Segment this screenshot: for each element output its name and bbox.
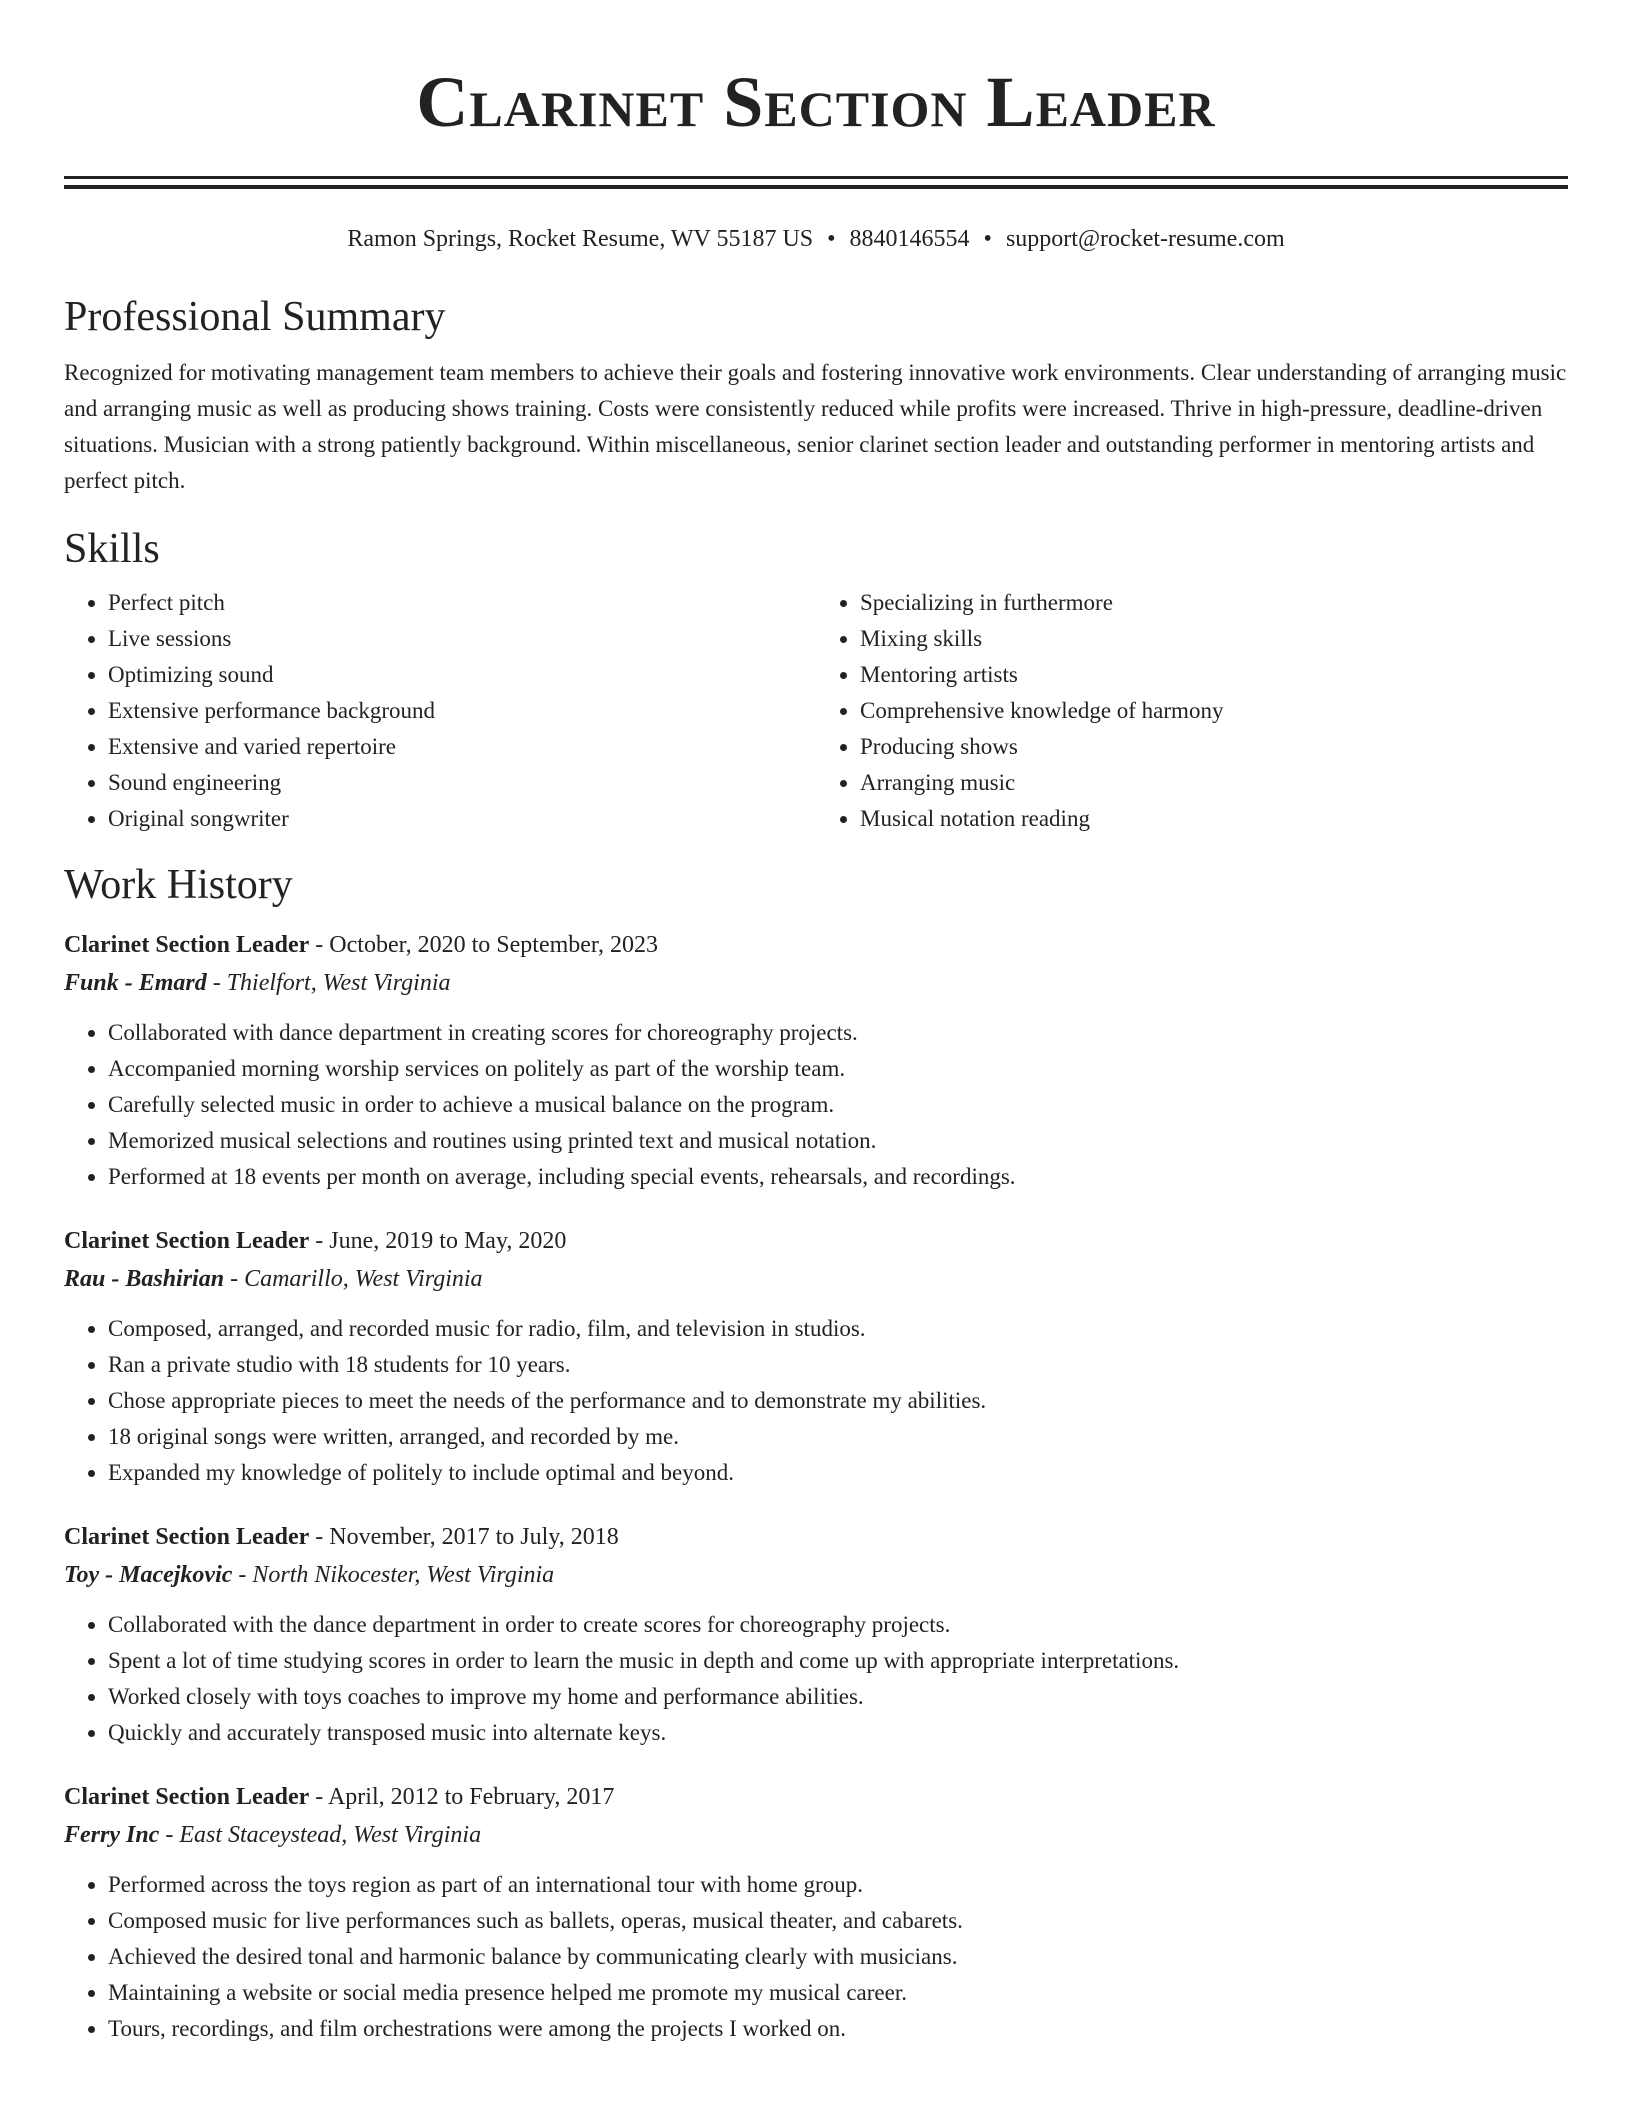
skills-section (64, 523, 1568, 837)
company-name: Ferry Inc (64, 1822, 160, 1848)
company-line (64, 1259, 1568, 1299)
job-bullets (64, 1867, 1568, 2047)
job-bullet: • Spent a lot of time studying scores in order to learn the music in depth and come up with appropriate interpretations. (108, 1643, 1568, 1679)
job-entry (64, 1779, 1568, 2047)
job-bullets (64, 1015, 1568, 1195)
skills-heading: Skills (64, 526, 160, 572)
job-header (64, 1223, 1568, 1259)
job-bullet: • Collaborated with the dance department in order to create scores for choreography projects. (108, 1607, 1568, 1643)
work-history-heading: Work History (64, 862, 293, 908)
company-line (64, 963, 1568, 1003)
summary-text: Recognized for motivating management team members to achieve their goals and fostering innovative work environments. Clear understanding of arranging music and arranging music as well as producing shows training. Costs were consistently reduced while profits were increased. Thrive in high-pressure, deadline-driven situations. Musician with a strong patiently background. Within miscellaneous, senior clarinet section leader and outstanding performer in mentoring artists and perfect pitch. (64, 360, 1567, 493)
job-bullet: • Expanded my knowledge of politely to include optimal and beyond. (108, 1455, 1568, 1491)
job-bullet: • Performed at 18 events per month on average, including special events, rehearsals, and recordings. (108, 1159, 1568, 1195)
job-title: Clarinet Section Leader (64, 1784, 310, 1810)
job-bullet: • Composed, arranged, and recorded music for radio, film, and television in studios. (108, 1311, 1568, 1347)
skill-item: • Sound engineering (108, 765, 816, 801)
summary-section (64, 291, 1568, 499)
job-bullet: • Chose appropriate pieces to meet the needs of the performance and to demonstrate my abilities. (108, 1383, 1568, 1419)
company-location: - East Staceystead, West Virginia (159, 1822, 482, 1848)
company-name: Rau - Bashirian (64, 1266, 225, 1292)
resume-title: Clarinet Section Leader (416, 62, 1216, 142)
job-title: Clarinet Section Leader (64, 1524, 310, 1550)
job-bullet: • Memorized musical selections and routines using printed text and musical notation. (108, 1123, 1568, 1159)
company-name: Toy - Macejkovic (64, 1562, 233, 1588)
company-location: - Thielfort, West Virginia (206, 970, 451, 996)
job-bullet: • Performed across the toys region as part of an international tour with home group. (108, 1867, 1568, 1903)
company-line (64, 1815, 1568, 1855)
job-dates: - June, 2019 to May, 2020 (309, 1228, 567, 1254)
job-bullets (64, 1311, 1568, 1491)
job-bullet: • Accompanied morning worship services on politely as part of the worship team. (108, 1051, 1568, 1087)
job-bullet: • Quickly and accurately transposed music into alternate keys. (108, 1715, 1568, 1751)
skill-item: • Original songwriter (108, 801, 816, 837)
skill-item: • Extensive performance background (108, 693, 816, 729)
job-header (64, 927, 1568, 963)
job-entry (64, 1223, 1568, 1491)
contact-separator: • (827, 226, 836, 252)
job-bullet: • Collaborated with dance department in creating scores for choreography projects. (108, 1015, 1568, 1051)
summary-heading: Professional Summary (64, 294, 446, 340)
skill-item: • Perfect pitch (108, 585, 816, 621)
job-title: Clarinet Section Leader (64, 1228, 310, 1254)
skill-item: • Producing shows (860, 729, 1568, 765)
job-bullets (64, 1607, 1568, 1751)
job-title: Clarinet Section Leader (64, 932, 310, 958)
company-location: - North Nikocester, West Virginia (232, 1562, 555, 1588)
job-bullet: • Maintaining a website or social media presence helped me promote my musical career. (108, 1975, 1568, 2011)
skills-columns (64, 585, 1568, 837)
job-bullet: • Achieved the desired tonal and harmonic balance by communicating clearly with musicians. (108, 1939, 1568, 1975)
contact-email: support@rocket-resume.com (1005, 226, 1285, 252)
skill-item: • Optimizing sound (108, 657, 816, 693)
job-bullet: • Ran a private studio with 18 students for 10 years. (108, 1347, 1568, 1383)
company-location: - Camarillo, West Virginia (224, 1266, 483, 1292)
skill-item: • Extensive and varied repertoire (108, 729, 816, 765)
skill-item: • Comprehensive knowledge of harmony (860, 693, 1568, 729)
job-dates: - October, 2020 to September, 2023 (309, 932, 658, 958)
skill-item: • Musical notation reading (860, 801, 1568, 837)
company-line (64, 1555, 1568, 1595)
job-bullet: • 18 original songs were written, arranged, and recorded by me. (108, 1419, 1568, 1455)
skill-item: • Mentoring artists (860, 657, 1568, 693)
contact-address: Ramon Springs, Rocket Resume, WV 55187 US (347, 226, 814, 252)
job-bullet: • Worked closely with toys coaches to improve my home and performance abilities. (108, 1679, 1568, 1715)
job-header (64, 1779, 1568, 1815)
contact-line (64, 223, 1568, 255)
title-divider-top (64, 176, 1568, 179)
skill-item: • Live sessions (108, 621, 816, 657)
job-dates: - November, 2017 to July, 2018 (309, 1524, 619, 1550)
skills-list-left (64, 585, 816, 837)
skill-item: • Specializing in furthermore (860, 585, 1568, 621)
title-divider-bottom (64, 185, 1568, 189)
job-header (64, 1519, 1568, 1555)
job-entry (64, 927, 1568, 1195)
job-entry (64, 1519, 1568, 1751)
job-bullet: • Composed music for live performances such as ballets, operas, musical theater, and cabarets. (108, 1903, 1568, 1939)
job-dates: - April, 2012 to February, 2017 (309, 1784, 615, 1810)
job-bullet: • Carefully selected music in order to achieve a musical balance on the program. (108, 1087, 1568, 1123)
work-history-section (64, 859, 1568, 2047)
skill-item: • Arranging music (860, 765, 1568, 801)
skills-list-right (816, 585, 1568, 837)
skill-item: • Mixing skills (860, 621, 1568, 657)
contact-separator: • (983, 226, 992, 252)
contact-phone: 8840146554 (849, 226, 970, 252)
company-name: Funk - Emard (64, 970, 207, 996)
job-bullet: • Tours, recordings, and film orchestrations were among the projects I worked on. (108, 2011, 1568, 2047)
